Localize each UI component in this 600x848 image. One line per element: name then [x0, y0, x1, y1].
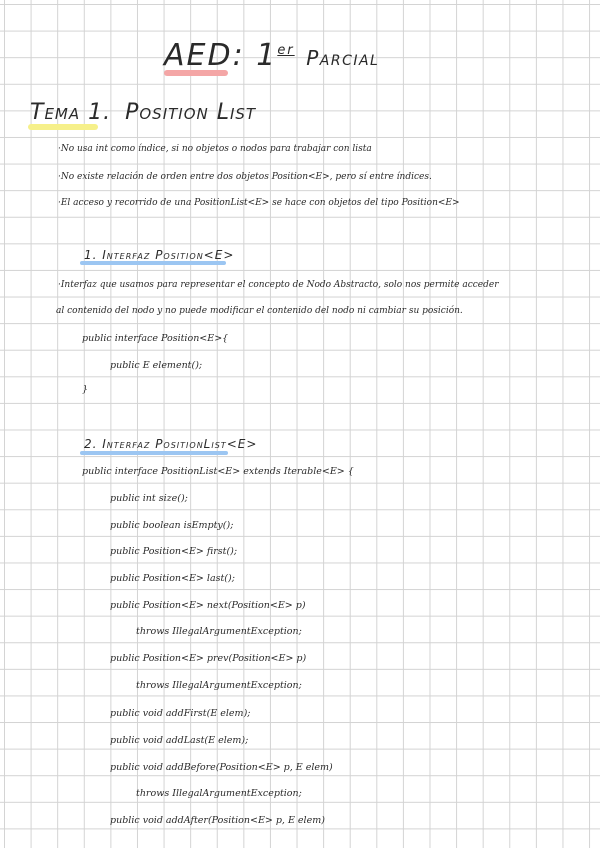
title-rest: Parcial — [306, 46, 380, 70]
section2-code-line: public boolean isEmpty(); — [110, 520, 234, 531]
title-superscript: er — [277, 43, 295, 58]
section2-code-line: public int size(); — [110, 493, 188, 504]
section1-heading: 1. Interfaz Position<E> — [84, 248, 235, 262]
section2-code-line: public void addBefore(Position<E> p, E elem) — [110, 762, 333, 773]
bullet-1: ·No usa int como índice, si no objetos o nodos para trabajar con lista — [58, 144, 372, 154]
heading2-underline — [80, 451, 228, 455]
section1-code-line: } — [82, 384, 89, 395]
section2-code-line: public Position<E> first(); — [110, 546, 238, 557]
bullet-2: ·No existe relación de orden entre dos objetos Position<E>, pero sí entre índices. — [58, 172, 432, 182]
topic-heading — [30, 100, 256, 125]
section1-code-line: public E element(); — [110, 360, 203, 371]
bullet-3: ·El acceso y recorrido de una PositionList<E> se hace con objetos del tipo Position<E> — [58, 198, 460, 208]
section2-code-line: public Position<E> next(Position<E> p) — [110, 600, 306, 611]
section2-code-line: public void addAfter(Position<E> p, E elem) — [110, 815, 325, 826]
section2-code-line: public void addLast(E elem); — [110, 735, 249, 746]
section1-desc-line2: al contenido del nodo y no puede modificar el contenido del nodo ni cambiar su posición. — [56, 306, 463, 316]
topic-name: Position List — [125, 100, 257, 125]
section1-code-line: public interface Position<E>{ — [82, 333, 229, 344]
section1-desc-line1: ·Interfaz que usamos para representar el concepto de Nodo Abstracto, solo nos permite acceder — [58, 280, 499, 290]
section2-code-line: public void addFirst(E elem); — [110, 708, 251, 719]
section2-code-line: public Position<E> prev(Position<E> p) — [110, 653, 307, 664]
section2-code-line: throws IllegalArgumentException; — [136, 788, 302, 799]
section2-heading: 2. Interfaz PositionList<E> — [84, 437, 258, 451]
section2-code-line: throws IllegalArgumentException; — [136, 680, 302, 691]
section2-code-line: public Position<E> last(); — [110, 573, 235, 584]
section2-code-line: throws IllegalArgumentException; — [136, 626, 302, 637]
title-main: AED: 1 — [164, 38, 278, 73]
section2-code-line: public interface PositionList<E> extends Iterable<E> { — [82, 466, 354, 477]
topic-label: Tema 1. — [30, 100, 112, 125]
page-title — [164, 38, 379, 73]
